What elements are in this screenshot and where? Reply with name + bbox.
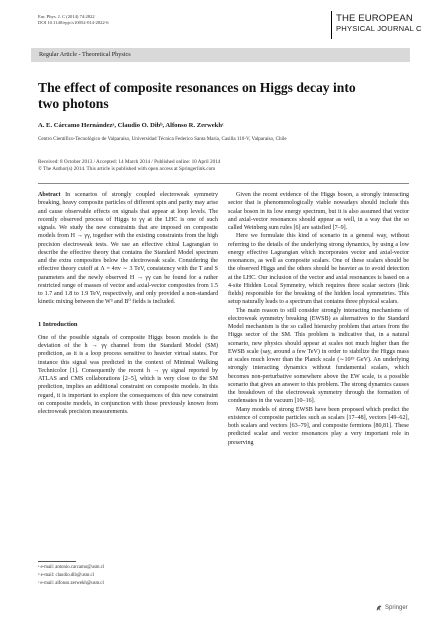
publisher-mark [375, 604, 408, 612]
intro-paragraph-1: One of the possible signals of composite Higgs boson models is the deviation of the h → γγ channel from the Standard Model (SM) prediction, as it is a loop process sensitive to heavier virtual states. For instance this signal was predicted in the context of Minimal Walking Technicolor [1]. Consequently the recent h → γγ signal reported by ATLAS and CMS collaborations [2–5], which is very close to the SM prediction, implies an additional constraint on composite models. In this regard, it is important to explore the consequences of this new constraint on composite models, in conjunction with those previously known from electroweak precision measurements. [38, 334, 218, 415]
footnote-email-c[interactable]: ᶜ e-mail: alfonso.zerwekh@usm.cl [38, 581, 104, 586]
journal-logo [331, 11, 422, 39]
article-header [38, 14, 109, 27]
footnote-divider [38, 561, 76, 562]
doi-link[interactable]: DOI 10.1140/epjc/s10052-014-2822-6 [38, 20, 109, 26]
abstract-label: Abstract [38, 192, 61, 198]
category-bar [31, 48, 410, 62]
article-category: Regular Article - Theoretical Physics [39, 51, 131, 58]
body-paragraph-2: Here we formulate this kind of scenario in a general way, without referring to the details of the underlying strong dynamics, by using a low energy effective Lagrangian which incorporates vector and axial-vector resonances, as well as composite scalars. One of these scalars should be the observed Higgs and the others should be heavier as to avoid detection at the LHC. Our inclusion of the vector and axial resonances is based on a 4-site Hidden Local Symmetry, which requires three scalar sectors (link fields) responsible for the breaking of the hidden local symmetries. This setup naturally leads to a spectrum that contains three physical scalars. [228, 233, 409, 306]
abstract-text: In scenarios of strongly coupled electroweak symmetry breaking, heavy composite particles of different spin and parity may arise and cause observable effects on signals that appear at loop levels. The recently observed process of Higgs to γγ at the LHC is one of such signals. We study the new constraints that are imposed on composite models from H → γγ, together with the existing constraints from the high precision electroweak tests. We use an effective chiral Lagrangian to describe the effective theory that contains the Standard Model spectrum and the extra composites below the electroweak scale. Considering the effective theory cutoff at Λ = 4πv ∼ 3 TeV, consistency with the T and S parameters and the newly observed H → γγ can be found for a rather restricted range of masses of vector and axial-vector composites from 1.5 to 1.7 and 1.8 to 1.9 TeV, respectively, and only provided a non-standard kinetic mixing between the W³ and B⁰ fields is included. [38, 192, 218, 306]
journal-name-line2: PHYSICAL JOURNAL C [336, 24, 422, 34]
springer-horse-icon [375, 604, 383, 612]
footnote-email-a[interactable]: ᵃ e-mail: antonio.carcamo@usm.cl [38, 565, 105, 570]
date-history: Received: 8 October 2013 / Accepted: 14 March 2014 / Published online: 10 April 2014 [38, 159, 221, 165]
section-heading-introduction: 1 Introduction [38, 320, 78, 328]
body-paragraph-3: The main reason to still consider strongly interacting mechanisms of electroweak symmetry breaking (EWSB) as alternatives to the Standard Model mechanism is the so called hierarchy problem that arises from the Higgs sector of the SM. This problem is indicative that, in a natural scenario, new physics should appear at scales not much higher than the EWSB scale (say, around a few TeV) in order to stabilize the Higgs mass at scales much lower than the Planck scale (∼10¹⁹ GeV). An underlying strongly interacting dynamics without fundamental scalars, which becomes non-perturbative somewhere above the EW scale, is a possible scenario that gives an answer to this problem. The strong dynamics causes the breakdown of the electroweak symmetry through the formation of condensates in the vacuum [10–16]. [228, 307, 409, 405]
affiliation: Centro Científico-Tecnológico de Valparaíso, Universidad Técnica Federico Santa María, Casilla 110-V, Valparaíso, Chile [38, 136, 287, 142]
journal-name-line1: THE EUROPEAN [336, 13, 413, 24]
journal-reference: Eur. Phys. J. C (2014) 74:2822 [38, 14, 95, 19]
publication-history [38, 159, 220, 173]
paper-title: The effect of composite resonances on Higgs decay into two photons [38, 80, 356, 111]
right-column [228, 191, 409, 447]
copyright-notice: © The Author(s) 2014. This article is published with open access at Springerlink.com [38, 166, 216, 172]
publisher-name: Springer [385, 605, 408, 611]
author-list: A. E. Cárcamo Hernándezᵃ, Claudio O. Dibᵇ, Alfonso R. Zerwekhᶜ [38, 122, 224, 129]
footnotes [38, 564, 104, 588]
footnote-email-b[interactable]: ᵇ e-mail: claudio.dib@usm.cl [38, 573, 94, 578]
body-paragraph-1: Given the recent evidence of the Higgs boson, a strongly interacting sector that is phenomenologically viable nowadays should include this scalar boson in its low energy spectrum, but it is also assumed that vector and axial-vector resonances should appear as well, in a way that the so called Weinberg sum rules [6] are satisfied [7–9]. [228, 192, 409, 231]
header-divider [38, 183, 409, 184]
body-paragraph-4: Many models of strong EWSB have been proposed which predict the existence of composite particles such as scalars [17–48], vectors [49–62], both scalars and vectors [63–79], and composite fermions [80,81]. These predicted scalar and vector resonances play a very important role in preserving [228, 406, 409, 446]
abstract [38, 191, 218, 307]
left-column [38, 191, 218, 416]
